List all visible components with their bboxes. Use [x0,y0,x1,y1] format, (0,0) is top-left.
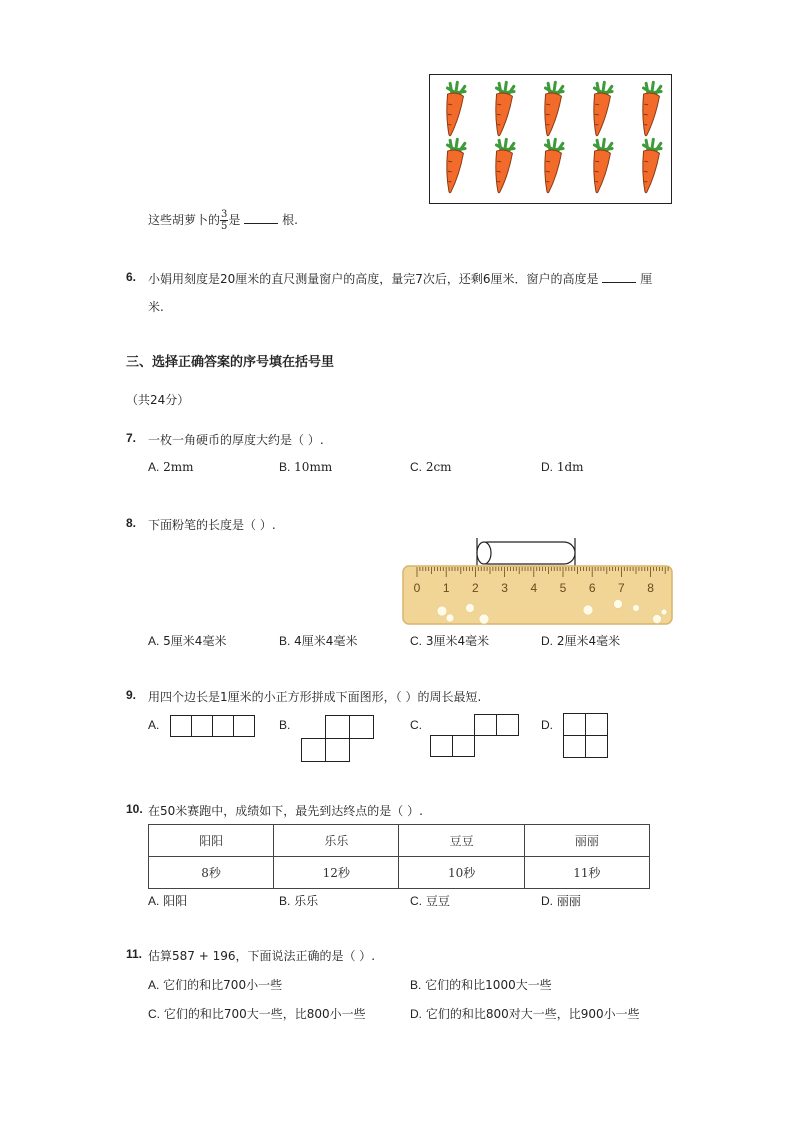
carrot-icon [637,138,662,194]
option-text: 4厘米4毫米 [294,634,358,648]
q6-answer-blank[interactable] [602,272,636,283]
q10-text: 在50米赛跑中，成绩如下，最先到达终点的是（ ）. [148,804,423,818]
ruler-figure [402,536,674,628]
q10-option-b[interactable] [279,892,318,909]
q5-text-before: 这些胡萝卜的 [148,213,221,227]
ruler-label: 1 [442,581,450,595]
option-text: 2厘米4毫米 [556,634,621,648]
option-letter: A. [148,718,160,732]
q5-answer-blank[interactable] [244,213,278,224]
option-letter: A. [148,894,160,908]
option-text: 5厘米4毫米 [163,634,227,648]
q6-line1 [148,270,652,287]
option-text: 丽丽 [556,894,581,908]
q7-option-c[interactable] [410,460,452,474]
q6-line2: 米. [148,300,164,314]
option-text: 10mm [294,460,333,474]
carrot-icon [539,81,564,137]
option-letter: D. [541,634,553,648]
carrot-icon [588,138,613,194]
q9-option-c[interactable] [410,718,422,732]
table-header: 乐乐 [274,825,399,857]
ruler-label: 3 [501,581,508,595]
option-letter: A. [148,460,160,474]
option-letter: C. [410,718,422,732]
option-letter: D. [541,718,553,732]
carrot-icon [490,138,515,194]
q8-option-b[interactable] [279,632,357,649]
q9-number: 9. [126,688,137,702]
carrot-figure [430,75,670,202]
q10-option-c[interactable] [410,892,450,909]
option-letter: D. [541,460,553,474]
q6-text-end: 厘 [640,272,653,286]
q6-number: 6. [126,270,137,284]
option-text: 3厘米4毫米 [425,634,490,648]
option-text: 豆豆 [425,894,450,908]
q9-option-a[interactable] [148,718,159,732]
q11-option-c[interactable] [148,1005,366,1022]
carrot-figure-box [429,74,672,204]
table-cell: 12秒 [274,857,399,889]
q8-number: 8. [126,516,137,530]
option-letter: B. [279,460,291,474]
q7-option-b[interactable] [279,460,332,474]
carrot-icon [441,138,466,194]
carrot-icon [588,81,613,137]
option-letter: C. [410,894,422,908]
option-letter: B. [410,978,422,992]
q11-option-a[interactable] [148,976,282,993]
option-text: 1dm [556,460,584,474]
table-cell: 10秒 [399,857,524,889]
q10-number: 10. [126,802,143,816]
q8-option-d[interactable] [541,632,620,649]
option-letter: A. [148,634,160,648]
table-row [149,857,650,889]
q6-text: 小娟用刻度是20厘米的直尺测量窗户的高度，量完7次后，还剩6厘米．窗户的高度是 [148,272,599,286]
q11-number: 11. [126,947,143,961]
q9-option-b[interactable] [279,718,290,732]
q5-text-mid: 是 [228,213,241,227]
option-letter: B. [279,894,291,908]
option-letter: C. [410,460,422,474]
fraction-denominator: 5 [221,221,228,232]
ruler-label: 4 [530,581,538,595]
section-score: （共24分） [126,393,190,407]
table-header-row [149,825,650,857]
ruler-label: 0 [413,581,421,595]
carrot-icon [441,81,466,137]
option-letter: D. [541,894,553,908]
q11-text: 估算587 + 196，下面说法正确的是（ ）. [148,949,376,963]
q7-text: 一枚一角硬币的厚度大约是（ ）. [148,433,324,447]
q7-number: 7. [126,431,137,445]
q9-text: 用四个边长是1厘米的小正方形拼成下面图形，（ ）的周长最短. [148,690,482,704]
table-header: 豆豆 [399,825,524,857]
ruler-label: 6 [588,581,596,595]
q9-option-d[interactable] [541,718,553,732]
option-text: 2mm [163,460,194,474]
fraction-numerator: 3 [221,209,228,220]
option-text: 阳阳 [163,894,188,908]
chalk [477,542,575,564]
option-letter: B. [279,718,291,732]
q5-text-after: 根. [282,213,298,227]
option-letter: C. [410,634,422,648]
results-table [148,824,650,889]
q8-option-a[interactable] [148,632,226,649]
table-cell: 8秒 [149,857,274,889]
q10-option-d[interactable] [541,892,581,909]
ruler-label: 7 [618,581,625,595]
carrot-icon [539,138,564,194]
option-letter: A. [148,978,160,992]
q7-option-d[interactable] [541,460,584,474]
option-text: 2cm [425,460,452,474]
option-letter: C. [148,1007,160,1021]
option-letter: B. [279,634,291,648]
option-text: 它们的和比700大一些，比800小一些 [163,1007,366,1021]
ruler-label: 2 [472,581,479,595]
option-text: 乐乐 [294,894,319,908]
option-text: 它们的和比700小一些 [163,978,283,992]
ruler-label: 5 [559,581,567,595]
q11-option-b[interactable] [410,976,552,993]
carrot-icon [637,81,662,137]
q8-text: 下面粉笔的长度是（ ）. [148,518,276,532]
option-letter: D. [410,1007,422,1021]
q8-option-c[interactable] [410,632,489,649]
ruler-label: 8 [647,581,654,595]
section-title: 三、选择正确答案的序号填在括号里 [126,355,335,370]
q10-option-a[interactable] [148,892,187,909]
q7-option-a[interactable] [148,460,194,474]
q5-line [148,206,298,234]
q11-option-d[interactable] [410,1005,640,1022]
carrot-icon [490,81,515,137]
option-text: 它们的和比1000大一些 [425,978,552,992]
table-cell: 11秒 [524,857,649,889]
table-header: 阳阳 [149,825,274,857]
option-text: 它们的和比800对大一些，比900小一些 [425,1007,640,1021]
table-header: 丽丽 [524,825,649,857]
